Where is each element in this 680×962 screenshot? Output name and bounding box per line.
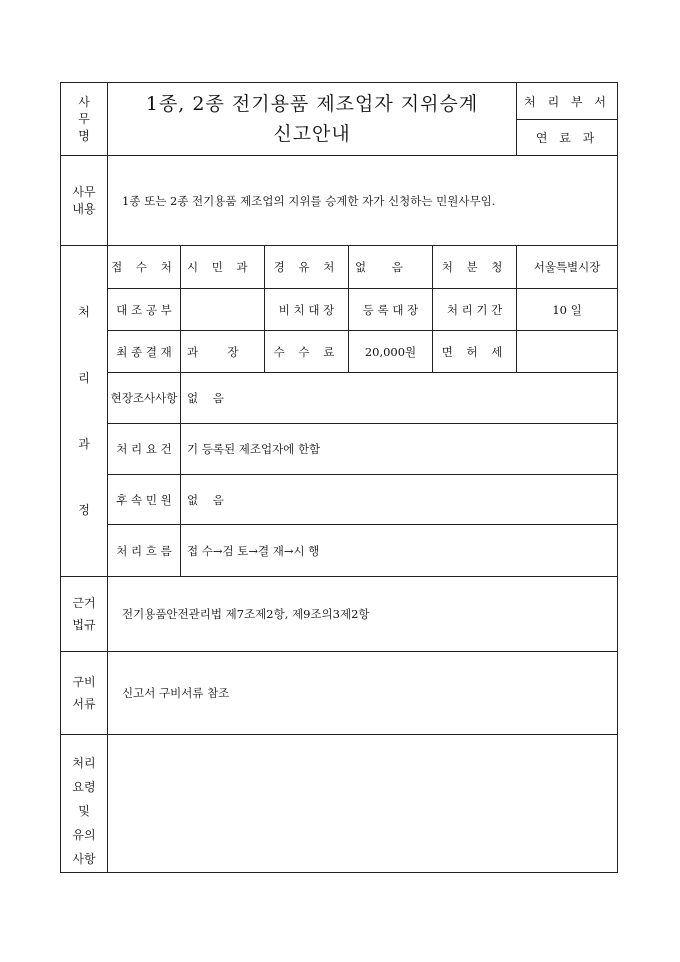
description-label (61, 156, 108, 246)
label-line: 사 (78, 94, 90, 109)
register-value: 등 록 대 장 (349, 289, 433, 331)
process-side-label (61, 246, 108, 577)
legal-basis-text: 전기용품안전관리법 제7조제2항, 제9조의3제2항 (108, 577, 618, 652)
label-char: 정 (78, 503, 90, 517)
requirements-value: 기 등록된 제조업자에 한함 (181, 424, 618, 475)
label-line: 내용 (72, 201, 96, 216)
fee-label: 수 수 료 (265, 331, 349, 373)
label-line: 처리 (72, 756, 96, 770)
receiving-office-label: 접 수 처 (108, 246, 181, 289)
inspection-value: 없 음 (181, 373, 618, 424)
civil-affairs-form (60, 82, 618, 873)
description-text: 1종 또는 2종 전기용품 제조업의 지위를 승계한 자가 신청하는 민원사무임. (108, 156, 618, 246)
documents-label (61, 652, 108, 735)
label-line: 사무 (72, 184, 96, 199)
license-tax-label: 면 허 세 (433, 331, 517, 373)
dept-label: 처 리 부 서 (517, 83, 618, 120)
label-line: 법규 (72, 618, 96, 632)
label-line: 요령 (72, 780, 96, 794)
title-line-2: 신고안내 (273, 123, 351, 145)
notes-label (61, 735, 108, 873)
flow-value: 접 수→검 토→결 재→시 행 (181, 525, 618, 577)
label-char: 리 (78, 371, 90, 385)
followup-label: 후 속 민 원 (108, 475, 181, 525)
label-line: 및 (78, 804, 90, 818)
form-title (108, 83, 517, 156)
dept-value: 연 료 과 (517, 120, 618, 156)
register-label: 비 치 대 장 (265, 289, 349, 331)
inspection-label: 현장조사사항 (108, 373, 181, 424)
label-char: 처 (78, 305, 90, 319)
via-label: 경 유 처 (265, 246, 349, 289)
requirements-label: 처 리 요 건 (108, 424, 181, 475)
disposition-label: 처 분 청 (433, 246, 517, 289)
label-line: 사항 (72, 852, 96, 866)
ledger-label: 대 조 공 부 (108, 289, 181, 331)
disposition-value: 서울특별시장 (517, 246, 618, 289)
flow-label: 처 리 흐 름 (108, 525, 181, 577)
final-approval-label: 최 종 결 재 (108, 331, 181, 373)
title-line-1: 1종, 2종 전기용품 제조업자 지위승계 (145, 93, 479, 115)
period-value: 10 일 (517, 289, 618, 331)
label-char: 과 (78, 437, 90, 451)
fee-value: 20,000원 (349, 331, 433, 373)
label-line: 명 (78, 128, 90, 143)
legal-basis-label (61, 577, 108, 652)
receiving-office-value: 시 민 과 (181, 246, 265, 289)
documents-text: 신고서 구비서류 참조 (108, 652, 618, 735)
label-line: 유의 (72, 828, 96, 842)
via-value: 없 음 (349, 246, 433, 289)
followup-value: 없 음 (181, 475, 618, 525)
notes-text (108, 735, 618, 873)
label-line: 구비 (72, 675, 96, 689)
label-line: 근거 (72, 596, 96, 610)
task-name-label (61, 83, 108, 156)
label-line: 서류 (72, 697, 96, 711)
final-approval-value: 과 장 (181, 331, 265, 373)
period-label: 처 리 기 간 (433, 289, 517, 331)
label-line: 무 (78, 111, 90, 126)
ledger-value (181, 289, 265, 331)
license-tax-value (517, 331, 618, 373)
